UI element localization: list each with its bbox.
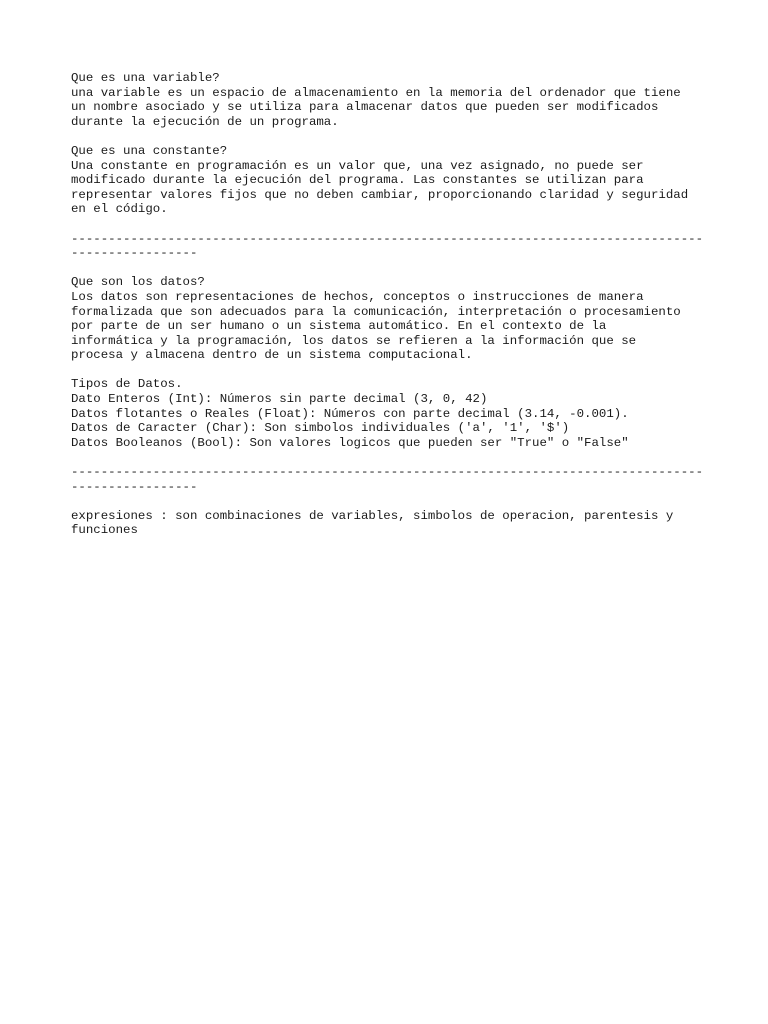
separator-line: ----------------- (71, 246, 198, 261)
constante-heading: Que es una constante? (71, 143, 228, 158)
constante-text-line: modificado durante la ejecución del programa. Las constantes se utilizan para (71, 173, 644, 188)
tipos-heading: Tipos de Datos. (71, 377, 183, 392)
expresiones-text-line: expresiones : son combinaciones de variables, simbolos de operacion, parentesis y (71, 508, 674, 523)
tipos-item: Dato Enteros (Int): Números sin parte decimal (3, 0, 42) (71, 392, 488, 407)
blank-line (71, 129, 711, 144)
blank-line (71, 363, 711, 378)
variable-text-line: durante la ejecución de un programa. (71, 114, 339, 129)
blank-line (71, 261, 711, 276)
datos-text-line: procesa y almacena dentro de un sistema computacional. (71, 348, 473, 363)
tipos-item: Datos de Caracter (Char): Son simbolos individuales ('a', '1', '$') (71, 421, 570, 436)
blank-line (71, 450, 711, 465)
datos-heading: Que son los datos? (71, 275, 205, 290)
datos-text-line: formalizada que son adecuados para la comunicación, interpretación o procesamiento (71, 304, 681, 319)
tipos-item: Datos flotantes o Reales (Float): Números con parte decimal (3.14, -0.001). (71, 406, 629, 421)
separator-line: ----------------- (71, 479, 198, 494)
variable-heading: Que es una variable? (71, 71, 220, 85)
datos-text-line: informática y la programación, los datos se refieren a la información que se (71, 333, 637, 348)
document-page (71, 71, 711, 538)
expresiones-text-line: funciones (71, 523, 138, 538)
variable-text-line: un nombre asociado y se utiliza para almacenar datos que pueden ser modificados (71, 100, 659, 115)
constante-text-line: representar valores fijos que no deben cambiar, proporcionando claridad y seguridad (71, 187, 689, 202)
blank-line (71, 494, 711, 509)
constante-text-line: en el código. (71, 202, 168, 217)
blank-line (71, 217, 711, 232)
separator-line: ------------------------------------------------------------------------------------- (71, 465, 704, 480)
datos-text-line: Los datos son representaciones de hechos, conceptos o instrucciones de manera (71, 289, 644, 304)
separator-line: ------------------------------------------------------------------------------------- (71, 231, 704, 246)
datos-text-line: por parte de un ser humano o un sistema automático. En el contexto de la (71, 319, 607, 334)
variable-text-line: una variable es un espacio de almacenamiento en la memoria del ordenador que tiene (71, 85, 681, 100)
constante-text-line: Una constante en programación es un valor que, una vez asignado, no puede ser (71, 158, 644, 173)
tipos-item: Datos Booleanos (Bool): Son valores logicos que pueden ser "True" o "False" (71, 435, 629, 450)
